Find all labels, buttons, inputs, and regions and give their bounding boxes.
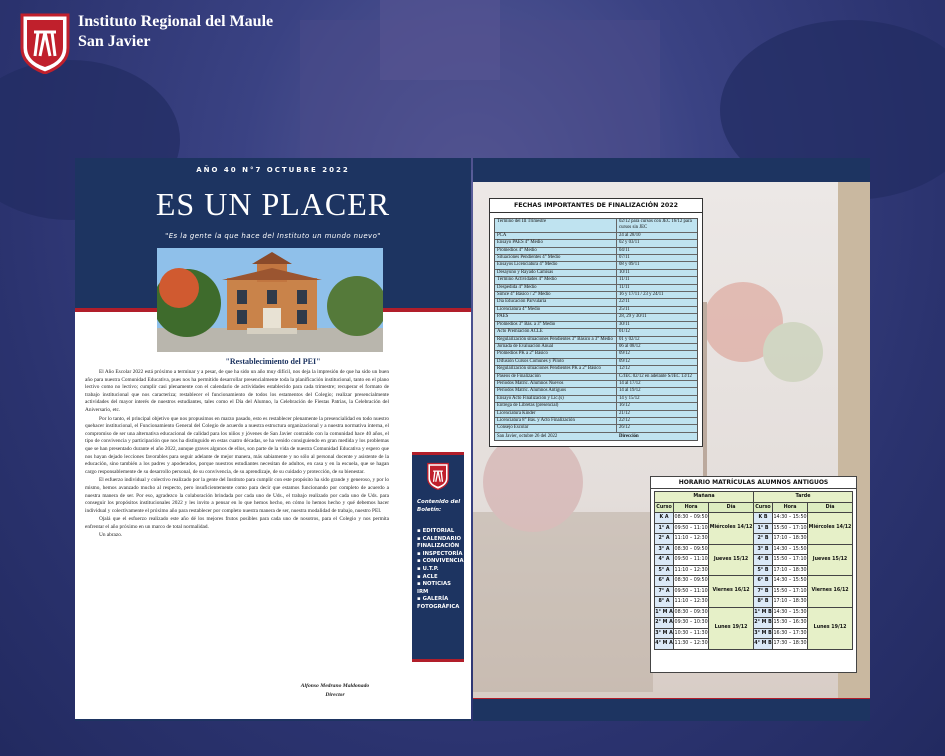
school-logo-icon[interactable] [18, 12, 72, 74]
dates-row [495, 337, 697, 344]
dates-event: Despedida 4° Medio [495, 285, 617, 291]
time-cell: 14:30 – 15:50 [773, 513, 808, 524]
contents-box [412, 452, 464, 662]
dates-date: 16/12 [619, 403, 630, 409]
dates-row [495, 285, 697, 292]
time-cell: 14:30 – 15:50 [773, 576, 808, 587]
contents-red-stripe [412, 452, 464, 455]
editorial-paragraph: Por lo tanto, el principal objetivo que nos propusimos en marzo pasado, esto es restablecer plenamente la presencialidad en todo nuestro quehacer institucional, el Funcionamiento General del Colegio de acuerdo a nuestra estructura organizacional y a nuestra normativa interna, el compromiso de ser una alternativa educacional de calidad para los niños y jóvenes de San Javier contraído con la comunidad hace 40 años, el tipo de convivencia y participación que nos ha distinguido en estas cuatro décadas, se ha venido consiguiendo en gran medida y los problemas que se han presentado durante el año 2022, aunque graves algunos de ellos, son parte de la vida de nuestra Comunidad Educativa y espero que nos hayan dejado lecciones favorables para seguir adelante de mejor manera, más sabiamente y no sólo al personal docente y asistente de la educación, sino también a los padres y apoderados, porque nuestros estudiantes necesitan de adultos, en casa y en la escuela, que se hagan cargo responsablemente de su desarrollo personal, de su convivencia, de su aprendizaje, de su cuidado y protección, de su bienestar. [85, 415, 389, 475]
dates-event: Término del III Trimestre [495, 219, 617, 232]
time-cell: 17:10 – 18:30 [773, 565, 808, 576]
enrollment-grid [654, 491, 853, 650]
day-cell: Lunes 19/12 [709, 607, 754, 649]
enrollment-table-title: HORARIO MATRÍCULAS ALUMNOS ANTIGUOS [651, 477, 856, 489]
dates-row [495, 219, 697, 233]
dates-date: 04/11 [619, 247, 630, 253]
dates-row [495, 233, 697, 240]
dates-date: 09/12 [619, 358, 630, 364]
contents-heading: Contenido del Boletín: [417, 499, 461, 513]
dates-row [495, 425, 697, 432]
day-cell: Lunes 19/12 [808, 607, 853, 649]
editorial-body [85, 369, 389, 541]
dates-event: Término Actividades 4° Medio [495, 277, 617, 283]
time-cell: 14:30 – 15:30 [773, 607, 808, 618]
dates-date: 28, 29 y 30/11 [619, 314, 647, 320]
time-cell: 11:10 – 12:30 [674, 565, 709, 576]
dates-event: Licenciatura 4° Medio [495, 307, 617, 313]
school-logo-small-icon [426, 462, 450, 490]
dates-event: Entrega de Libretas (presencial) [495, 403, 617, 409]
contents-item[interactable]: ▪ ACLE [417, 574, 463, 582]
dates-footer [495, 433, 697, 440]
time-cell: 08:30 – 09:50 [674, 576, 709, 587]
dates-row [495, 255, 697, 262]
contents-item[interactable]: ▪ CONVIVENCIA [417, 558, 463, 566]
course-cell: 2° A [655, 534, 674, 545]
dates-date: 11/11 [619, 277, 630, 283]
page-bottom-band [473, 699, 870, 721]
time-cell: 11:10 – 12:30 [674, 597, 709, 608]
dates-date: 21/12 [619, 410, 630, 416]
dates-footer-place: San Javier, octubre 26 del 2022 [497, 433, 558, 439]
dates-date: 14 al 17/12 [619, 380, 641, 386]
dates-row [495, 262, 697, 269]
dates-date: C/JEC 02/12 en adelante S/JEC 13/12 [619, 373, 692, 379]
course-cell: 3° M B [754, 628, 773, 639]
dates-date: 07/11 [619, 255, 630, 261]
time-cell: 14:30 – 15:50 [773, 544, 808, 555]
course-cell: 1° M B [754, 607, 773, 618]
dates-row [495, 388, 697, 395]
dates-date: 10/11 [619, 269, 630, 275]
course-cell: 3° M A [655, 628, 674, 639]
time-cell: 08:30 – 09:50 [674, 513, 709, 524]
dates-row [495, 418, 697, 425]
time-cell: 11:30 – 12:30 [674, 639, 709, 650]
newsletter-title: ES UN PLACER [155, 186, 391, 222]
course-cell: 5° A [655, 565, 674, 576]
contents-item[interactable]: ▪ NOTICIAS IRM [417, 581, 463, 596]
day-cell: Viernes 16/12 [808, 576, 853, 608]
dates-date: 11/11 [619, 284, 630, 290]
editorial-paragraph: Un abrazo. [99, 532, 123, 539]
section-title: "Restablecimiento del PEI" [225, 357, 321, 366]
enrollment-row [655, 607, 853, 618]
newsletter-tagline: "Es la gente la que hace del Instituto un mundo nuevo" [165, 232, 381, 240]
dates-row [495, 403, 697, 410]
dates-row [495, 344, 697, 351]
issue-line: AÑO 40 N°7 OCTUBRE 2022 [196, 166, 350, 174]
dates-event: Difusión Cursos Comunes y Piloto [495, 359, 617, 365]
enrollment-header-row [655, 502, 853, 513]
dates-event: Consejo Escolar [495, 425, 617, 431]
shift-afternoon: Tarde [754, 492, 853, 503]
day-cell: Viernes 16/12 [709, 576, 754, 608]
dates-date: 14 y 15/12 [619, 395, 640, 401]
dates-row [495, 314, 697, 321]
dates-event: Períodos Matríc. Alumnos Nuevos [495, 381, 617, 387]
dates-event: Paseos de Finalización [495, 374, 617, 380]
course-cell: 3° B [754, 544, 773, 555]
dates-date: 25/11 [619, 306, 630, 312]
shift-morning: Mañana [655, 492, 754, 503]
day-cell: Jueves 15/12 [808, 544, 853, 576]
time-cell: 11:10 – 12:30 [674, 534, 709, 545]
school-city: San Javier [78, 33, 151, 50]
course-cell: K A [655, 513, 674, 524]
enrollment-table [650, 476, 857, 673]
signature [275, 682, 395, 700]
column-header: Curso [655, 502, 674, 513]
dates-event: PAES [495, 314, 617, 320]
course-cell: 4° A [655, 555, 674, 566]
course-cell: 7° B [754, 586, 773, 597]
time-cell: 09:50 – 11:10 [674, 555, 709, 566]
signature-name: Alfonso Medrano Maldonado [300, 683, 370, 689]
dates-date: 01 y 02/12 [619, 336, 640, 342]
dates-event: Licenciatura 8° Bás. y Acto Finalización [495, 418, 617, 424]
day-cell: Jueves 15/12 [709, 544, 754, 576]
course-cell: 4° M B [754, 639, 773, 650]
column-header: Hora [674, 502, 709, 513]
time-cell: 09:50 – 11:10 [674, 586, 709, 597]
dates-table-body [494, 218, 698, 441]
newsletter-left-page [75, 158, 471, 721]
dates-event: Ensayo PAES 4° Medio [495, 240, 617, 246]
dates-event: Licenciatura Kínder [495, 411, 617, 417]
enrollment-shift-row [655, 492, 853, 503]
course-cell: 6° B [754, 576, 773, 587]
dates-row [495, 381, 697, 388]
day-cell: Miércoles 14/12 [709, 513, 754, 545]
dates-event: Promedios 3° Bás. a 3° Medio [495, 322, 617, 328]
school-name: Instituto Regional del Maule [78, 13, 274, 30]
enrollment-row [655, 576, 853, 587]
contents-item[interactable]: ▪ CALENDARIO FINALIZACIÓN [417, 536, 463, 551]
course-cell: 1° M A [655, 607, 674, 618]
dates-event: Acto Premiación ACLE [495, 329, 617, 335]
course-cell: 2° M A [655, 618, 674, 629]
column-header: Día [709, 502, 754, 513]
dates-event: Situaciones Pendientes 4° Medio [495, 255, 617, 261]
time-cell: 15:50 – 17:10 [773, 523, 808, 534]
dates-date: 22/12 [619, 417, 630, 423]
dates-date: 12/12 [619, 366, 630, 372]
dates-event: PCA [495, 233, 617, 239]
time-cell: 16:30 – 17:30 [773, 628, 808, 639]
dates-event: Promedios PK a 2° Básico [495, 351, 617, 357]
contents-item[interactable]: ▪ INSPECTORÍA [417, 551, 463, 559]
contents-item[interactable]: ▪ U.T.P. [417, 566, 463, 574]
time-cell: 10:30 – 11:30 [674, 628, 709, 639]
dates-row [495, 299, 697, 306]
dates-row [495, 277, 697, 284]
editorial-paragraph: El Año Escolar 2022 está próximo a terminar y a pesar, de que ha sido un año muy difícil, nos deja la impresión de que ha sido un buen año para nuestra Comunidad Educativa, pues nos ha permitido desarrollar presencialmente toda la planificación institucional, tanto en el plano lectivo como no lectivo; cumplir casi plenamente con el calendario de actividades establecido para cada trimestre; recuperar el formato de trabajo institucional que nos caracteriza; restablecer el funcionamiento de todos los estamentos del Colegio; realizar presencialmente actividades del mayor interés de nuestros estudiantes, tales como el Día del Alumno, la Celebración de Fiestas Patrias, la Celebración del Aniversario, etc. [85, 369, 389, 413]
dates-row [495, 359, 697, 366]
time-cell: 09:50 – 11:10 [674, 523, 709, 534]
course-cell: 3° A [655, 544, 674, 555]
contents-red-stripe [412, 659, 464, 662]
dates-event: Ensayo Acto Finalización y Lic.(s) [495, 396, 617, 402]
dates-row [495, 322, 697, 329]
enrollment-row [655, 544, 853, 555]
column-header: Hora [773, 502, 808, 513]
dates-date: 06 al 08/12 [619, 343, 641, 349]
dates-row [495, 351, 697, 358]
background-tower [380, 0, 500, 80]
editorial-paragraph: El esfuerzo individual y colectivo realizado por la gente del Instituto para cumplir con este propósito ha sido grande y generoso, y por lo mismo, hemos avanzado mucho al respecto, pero insuficientemente como para decir que estamos funcionando por completo de acuerdo a nuestra manera de ser. Por eso, agradezco la colaboración brindada por cada uno de Uds., el trabajo realizado por cada uno de Uds. para conseguir los propósitos institucionales 2022 y les invito a pensar en lo que hemos hecho, en cómo lo hemos hecho y qué debemos hacer individual y colectivamente el próximo año para restablecer por completo nuestra manera de ser, nuestra modalidad de trabajo, nuestro PEI. [85, 477, 389, 514]
dates-date: 09/12 [619, 351, 630, 357]
dates-event: Simce 4° Básico / 2° Medio [495, 292, 617, 298]
dates-row [495, 248, 697, 255]
course-cell: 1° A [655, 523, 674, 534]
course-cell: 7° A [655, 586, 674, 597]
course-cell: 5° B [754, 565, 773, 576]
site-header [18, 12, 273, 74]
dates-date: 08 y 09/11 [619, 262, 640, 268]
dates-date: 22/11 [619, 299, 630, 305]
dates-date: 02 y 03/11 [619, 240, 640, 246]
dates-date: 30/11 [619, 321, 630, 327]
time-cell: 15:30 – 16:30 [773, 618, 808, 629]
contents-item[interactable]: ▪ EDITORIAL [417, 528, 463, 536]
dates-event: Regularización situaciones Pendientes PK a 2° Básico [495, 366, 617, 372]
dates-event: Ensayos Licenciatura 4° Medio [495, 262, 617, 268]
dates-event: Promedios 4° Medio [495, 248, 617, 254]
course-cell: 1° B [754, 523, 773, 534]
dates-event: Día Educación Parvularia [495, 299, 617, 305]
course-cell: 8° A [655, 597, 674, 608]
dates-date: 14 al 19/12 [619, 388, 641, 394]
time-cell: 17:30 – 18:30 [773, 639, 808, 650]
dates-event: Desayuno y Rayado Camisas [495, 270, 617, 276]
column-header: Día [808, 502, 853, 513]
page-footer-line [75, 719, 471, 721]
dates-event: Regularización situaciones Pendientes 3° Básico a 3° Medio [495, 337, 617, 343]
dates-row [495, 366, 697, 373]
enrollment-row [655, 513, 853, 524]
dates-footer-sign: Dirección [619, 433, 639, 439]
time-cell: 15:50 – 17:10 [773, 555, 808, 566]
time-cell: 17:10 – 18:30 [773, 597, 808, 608]
dates-date: 26/12 [619, 425, 630, 431]
time-cell: 09:30 – 10:30 [674, 618, 709, 629]
dates-table [489, 198, 703, 447]
dates-row [495, 329, 697, 336]
editorial-paragraph: Ojalá que el esfuerzo realizado este año dé los mejores frutos posibles para cada uno de nosotros, para el Colegio y nos permita enfrentar el año próximo en un marco de total normalidad. [85, 516, 389, 530]
course-cell: 8° B [754, 597, 773, 608]
dates-table-title: FECHAS IMPORTANTES DE FINALIZACIÓN 2022 [490, 199, 702, 213]
time-cell: 08:30 – 09:30 [674, 607, 709, 618]
dates-row [495, 292, 697, 299]
page-top-band [473, 158, 870, 182]
dates-date: 16 y 17/11 / 23 y 24/11 [619, 292, 664, 298]
course-cell: 4° M A [655, 639, 674, 650]
day-cell: Miércoles 14/12 [808, 513, 853, 545]
signature-role: Director [325, 692, 345, 698]
contents-list [417, 528, 463, 612]
dates-date: 01/12 [619, 329, 630, 335]
course-cell: 4° B [754, 555, 773, 566]
school-building-photo [157, 248, 383, 352]
dates-row [495, 396, 697, 403]
course-cell: 2° B [754, 534, 773, 545]
course-cell: 6° A [655, 576, 674, 587]
dates-row [495, 307, 697, 314]
dates-date: 24 al 28/10 [619, 232, 641, 238]
dates-row [495, 374, 697, 381]
course-cell: K B [754, 513, 773, 524]
time-cell: 17:10 – 18:30 [773, 534, 808, 545]
dates-row [495, 270, 697, 277]
dates-event: Períodos Matríc. Alumnos Antiguos [495, 388, 617, 394]
dates-row [495, 411, 697, 418]
contents-item[interactable]: ▪ GALERÍA FOTOGRÁFICA [417, 596, 463, 611]
dates-event: Jornada de Evaluación Anual [495, 344, 617, 350]
time-cell: 15:50 – 17:10 [773, 586, 808, 597]
newsletter-right-page [473, 158, 870, 721]
column-header: Curso [754, 502, 773, 513]
dates-row [495, 240, 697, 247]
dates-date: 02/12 para cursos con JEC 16/12 para cursos sin JEC [619, 219, 692, 231]
time-cell: 08:30 – 09:50 [674, 544, 709, 555]
course-cell: 2° M B [754, 618, 773, 629]
